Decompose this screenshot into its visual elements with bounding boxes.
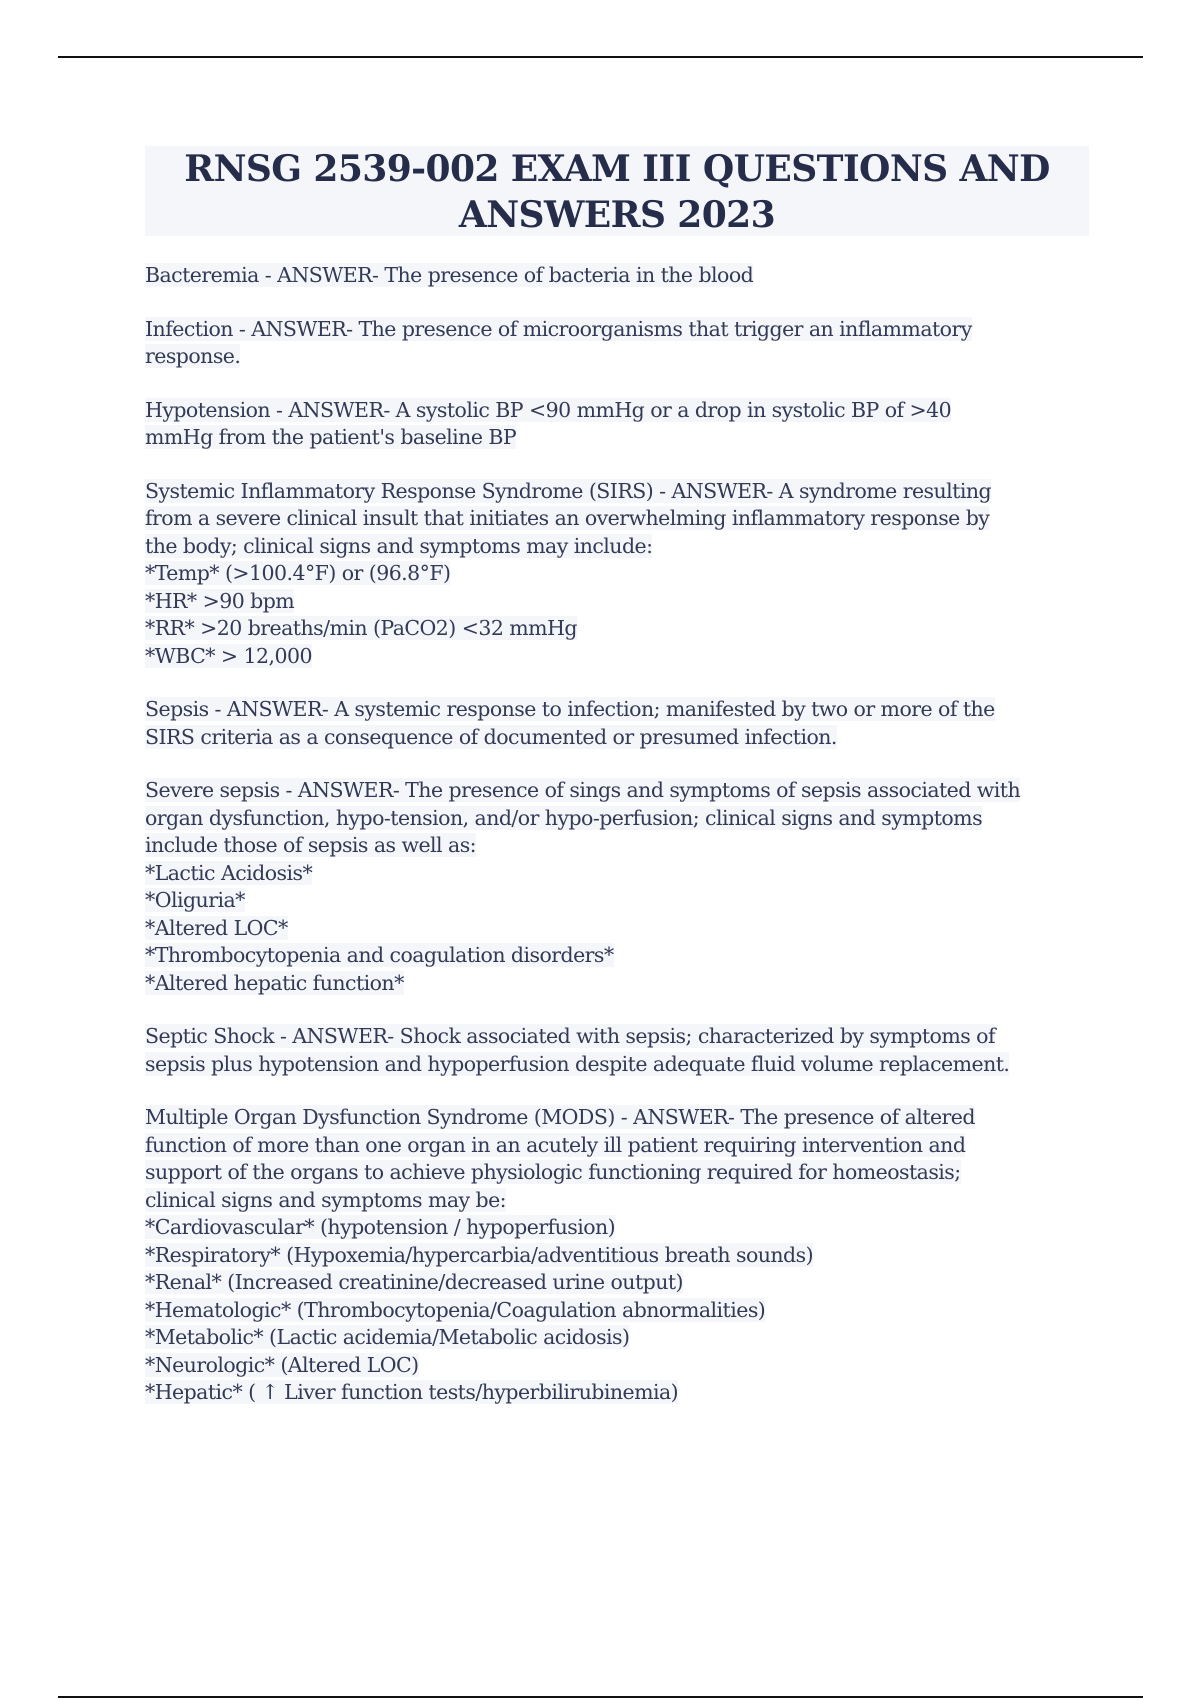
entry-line bbox=[145, 397, 1090, 425]
qa-entry bbox=[145, 696, 1090, 751]
entry-line bbox=[145, 942, 1090, 970]
entry-line bbox=[145, 533, 1090, 561]
entry-line bbox=[145, 887, 1090, 915]
qa-entry bbox=[145, 262, 1090, 290]
entry-line bbox=[145, 560, 1090, 588]
entry-line-text: organ dysfunction, hypo-tension, and/or hypo-perfusion; clinical signs and symptoms bbox=[145, 805, 983, 830]
entry-line bbox=[145, 1352, 1090, 1380]
title-line-1: RNSG 2539-002 EXAM III QUESTIONS AND bbox=[184, 148, 1050, 190]
entry-line bbox=[145, 1104, 1090, 1132]
entry-line-text: *Cardiovascular* (hypotension / hypoperfusion) bbox=[145, 1215, 616, 1239]
entry-line bbox=[145, 915, 1090, 943]
entry-line-text: *Altered hepatic function* bbox=[145, 970, 404, 995]
top-rule bbox=[58, 56, 1143, 58]
entry-line bbox=[145, 1269, 1090, 1297]
qa-entry bbox=[145, 1023, 1090, 1078]
entry-line bbox=[145, 1051, 1090, 1079]
entry-line-text: *WBC* > 12,000 bbox=[145, 643, 312, 668]
entry-line bbox=[145, 643, 1090, 671]
qa-entry bbox=[145, 316, 1090, 371]
qa-entry bbox=[145, 777, 1090, 997]
entry-line-text: support of the organs to achieve physiologic functioning required for homeostasis; bbox=[145, 1160, 961, 1184]
entry-line bbox=[145, 615, 1090, 643]
entry-line-text: function of more than one organ in an acutely ill patient requiring intervention and bbox=[145, 1132, 966, 1157]
entry-line bbox=[145, 316, 1090, 344]
entry-line-text: response. bbox=[145, 344, 241, 368]
entry-line bbox=[145, 860, 1090, 888]
entry-line bbox=[145, 1187, 1090, 1215]
entry-line-text: *Hepatic* ( ↑ Liver function tests/hyperbilirubinemia) bbox=[145, 1380, 679, 1404]
entry-line-text: *Thrombocytopenia and coagulation disorders* bbox=[145, 943, 614, 967]
title-line-2: ANSWERS 2023 bbox=[458, 194, 776, 236]
qa-entry bbox=[145, 397, 1090, 452]
entry-line bbox=[145, 343, 1090, 371]
entry-line-text: clinical signs and symptoms may be: bbox=[145, 1187, 507, 1212]
bottom-rule bbox=[58, 1696, 1143, 1698]
entry-line bbox=[145, 505, 1090, 533]
entry-line-text: *Temp* (>100.4°F) or (96.8°F) bbox=[145, 561, 451, 585]
entry-line-text: include those of sepsis as well as: bbox=[145, 833, 477, 857]
entry-line-text: *HR* >90 bpm bbox=[145, 588, 295, 613]
entry-line-text: *Altered LOC* bbox=[145, 915, 288, 940]
entry-line bbox=[145, 1379, 1090, 1407]
entry-line-text: *Lactic Acidosis* bbox=[145, 860, 313, 885]
entry-line-text: Multiple Organ Dysfunction Syndrome (MODS) - ANSWER- The presence of altered bbox=[145, 1105, 975, 1129]
entry-line bbox=[145, 1297, 1090, 1325]
entry-line-text: Systemic Inflammatory Response Syndrome (SIRS) - ANSWER- A syndrome resulting bbox=[145, 478, 992, 503]
entry-line bbox=[145, 1214, 1090, 1242]
entry-line-text: *Neurologic* (Altered LOC) bbox=[145, 1352, 419, 1377]
entry-line bbox=[145, 1324, 1090, 1352]
entry-line-text: *Hematologic* (Thrombocytopenia/Coagulation abnormalities) bbox=[145, 1297, 766, 1322]
entry-line-text: Hypotension - ANSWER- A systolic BP <90 mmHg or a drop in systolic BP of >40 bbox=[145, 397, 952, 422]
entry-line-text: *Metabolic* (Lactic acidemia/Metabolic acidosis) bbox=[145, 1325, 630, 1349]
qa-content bbox=[145, 262, 1090, 1433]
entry-line bbox=[145, 1159, 1090, 1187]
entry-line-text: sepsis plus hypotension and hypoperfusion despite adequate fluid volume replacement. bbox=[145, 1051, 1010, 1076]
entry-line-text: Severe sepsis - ANSWER- The presence of sings and symptoms of sepsis associated with bbox=[145, 778, 1021, 802]
entry-line-text: *Oliguria* bbox=[145, 888, 245, 912]
entry-line bbox=[145, 588, 1090, 616]
entry-line-text: from a severe clinical insult that initiates an overwhelming inflammatory response by bbox=[145, 506, 990, 530]
entry-line-text: *RR* >20 breaths/min (PaCO2) <32 mmHg bbox=[145, 616, 577, 640]
entry-line bbox=[145, 478, 1090, 506]
entry-line bbox=[145, 777, 1090, 805]
entry-line bbox=[145, 1242, 1090, 1270]
entry-line bbox=[145, 1023, 1090, 1051]
entry-line-text: Bacteremia - ANSWER- The presence of bacteria in the blood bbox=[145, 263, 754, 287]
qa-entry bbox=[145, 478, 1090, 671]
entry-line bbox=[145, 970, 1090, 998]
entry-line bbox=[145, 805, 1090, 833]
entry-line bbox=[145, 832, 1090, 860]
qa-entry bbox=[145, 1104, 1090, 1407]
document-title bbox=[145, 146, 1089, 236]
entry-line-text: Sepsis - ANSWER- A systemic response to infection; manifested by two or more of the bbox=[145, 697, 995, 721]
entry-line-text: the body; clinical signs and symptoms may include: bbox=[145, 533, 653, 558]
entry-line bbox=[145, 696, 1090, 724]
entry-line bbox=[145, 424, 1090, 452]
entry-line bbox=[145, 724, 1090, 752]
entry-line-text: Infection - ANSWER- The presence of microorganisms that trigger an inflammatory bbox=[145, 316, 972, 341]
entry-line-text: mmHg from the patient's baseline BP bbox=[145, 425, 517, 449]
entry-line-text: Septic Shock - ANSWER- Shock associated with sepsis; characterized by symptoms of bbox=[145, 1024, 996, 1048]
entry-line-text: *Renal* (Increased creatinine/decreased urine output) bbox=[145, 1270, 684, 1294]
entry-line bbox=[145, 1132, 1090, 1160]
entry-line bbox=[145, 262, 1090, 290]
entry-line-text: SIRS criteria as a consequence of documented or presumed infection. bbox=[145, 724, 837, 749]
entry-line-text: *Respiratory* (Hypoxemia/hypercarbia/adventitious breath sounds) bbox=[145, 1242, 814, 1267]
